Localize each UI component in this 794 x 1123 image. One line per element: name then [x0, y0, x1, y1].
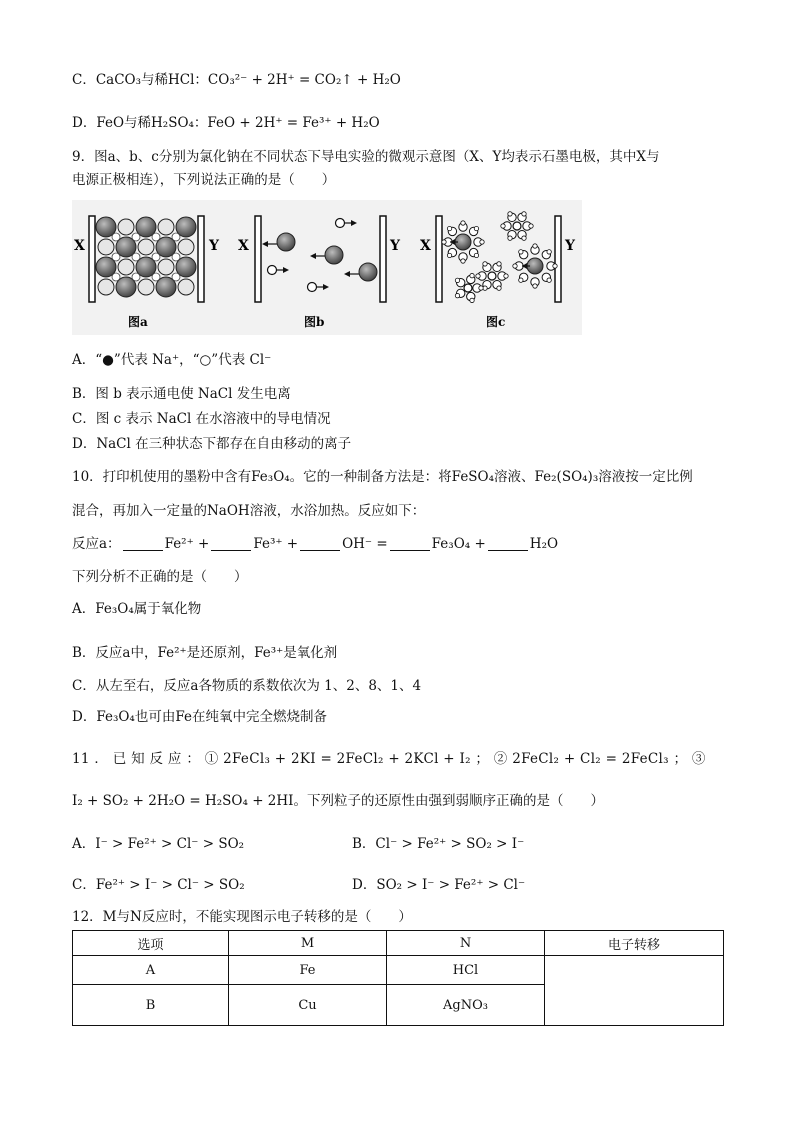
ion-core: [488, 272, 496, 280]
fig-c-x-label: X: [420, 238, 431, 254]
water-h-atom: [455, 278, 459, 282]
water-h-atom: [483, 262, 487, 266]
hydrated-big-ion: [442, 221, 484, 263]
water-h-atom: [476, 274, 480, 278]
lattice-small-ion: [138, 279, 154, 295]
q11-option-b: B．Cl⁻ > Fe²⁺ > SO₂ > I⁻: [352, 836, 525, 852]
q10-option-b: B．反应a中，Fe²⁺是还原剂，Fe³⁺是氧化剂: [72, 645, 338, 661]
lattice-small-ion: [158, 259, 174, 275]
fig-a-y-label: Y: [209, 238, 219, 254]
q9-option-a: A．“●”代表 Na⁺，“○”代表 Cl⁻: [72, 352, 272, 368]
fig-c-electrode-y: [555, 216, 561, 302]
cell-n: HCl: [387, 956, 545, 985]
water-h-atom: [547, 278, 551, 282]
q11-option-d: D．SO₂ > I⁻ > Fe²⁺ > Cl⁻: [352, 877, 526, 893]
coef-blank-3[interactable]: [300, 536, 340, 551]
q11-stem-line2: I₂ + SO₂ + 2H₂O = H₂SO₄ + 2HI。下列粒子的还原性由强到弱顺序正确的是（ ）: [72, 793, 604, 809]
lattice-small-ion: [118, 259, 134, 275]
fig-b-y-label: Y: [390, 238, 400, 254]
reaction-term-2: Fe³⁺ +: [253, 536, 299, 552]
lattice-gap-ion: [132, 273, 140, 281]
q9-option-d: D．NaCl 在三种状态下都存在自由移动的离子: [72, 436, 352, 452]
water-h-atom: [533, 284, 537, 288]
reaction-term-3: OH⁻ =: [342, 536, 388, 552]
lattice-gap-ion: [112, 233, 120, 241]
water-h-atom: [519, 250, 523, 254]
q11-option-a: A．I⁻ > Fe²⁺ > Cl⁻ > SO₂: [72, 836, 245, 852]
cell-electron-transfer: [545, 956, 724, 1026]
lattice-gap-ion: [172, 253, 180, 261]
cell-option: A: [73, 956, 229, 985]
q10-stem-line1: 10．打印机使用的墨粉中含有Fe₃O₄。它的一种制备方法是：将FeSO₄溶液、Fe₂(SO₄)₃溶液按一定比例: [72, 469, 693, 485]
q8-option-d: D．FeO与稀H₂SO₄：FeO + 2H⁺ = Fe³⁺ + H₂O: [72, 115, 380, 131]
water-h-atom: [497, 262, 501, 266]
header-electron-transfer: 电子转移: [545, 931, 724, 956]
q10-question: 下列分析不正确的是（ ）: [72, 569, 248, 585]
header-n: N: [387, 931, 545, 956]
water-h-atom: [447, 253, 451, 257]
fig-c-y-label: Y: [565, 238, 575, 254]
q11-option-c: C．Fe²⁺ > I⁻ > Cl⁻ > SO₂: [72, 877, 245, 893]
q9-option-c: C．图 c 表示 NaCl 在水溶液中的导电情况: [72, 411, 331, 427]
water-h-atom: [474, 253, 478, 257]
reaction-term-1: Fe²⁺ +: [164, 536, 210, 552]
lattice-small-ion: [138, 239, 154, 255]
fig-a-caption: 图a: [128, 315, 148, 329]
lattice-small-ion: [178, 239, 194, 255]
water-h-atom: [497, 286, 501, 290]
fig-a-electrode-y: [198, 216, 204, 302]
water-h-atom: [474, 226, 478, 230]
fig-c-electrode-x: [436, 216, 442, 302]
water-h-atom: [447, 226, 451, 230]
water-h-atom: [508, 236, 512, 240]
water-h-atom: [547, 250, 551, 254]
water-h-atom: [479, 286, 483, 290]
coef-blank-4[interactable]: [390, 536, 430, 551]
lattice-gap-ion: [172, 233, 180, 241]
q9-stem-line2: 电源正极相连），下列说法正确的是（ ）: [72, 172, 336, 188]
q9-option-b: B．图 b 表示通电使 NaCl 发生电离: [72, 386, 291, 402]
fig-b-electrode-x: [255, 216, 261, 302]
q9-figure: [72, 200, 582, 335]
coef-blank-2[interactable]: [211, 536, 251, 551]
lattice-small-ion: [158, 219, 174, 235]
q9-stem-line1: 9．图a、b、c分别为氯化钠在不同状态下导电实验的微观示意图（X、Y均表示石墨电极，其中X与: [72, 149, 660, 165]
q10-reaction: [72, 534, 558, 554]
q12-table: [72, 930, 724, 1026]
lattice-gap-ion: [152, 273, 160, 281]
q8-option-c: C．CaCO₃与稀HCl：CO₃²⁻ + 2H⁺ = CO₂↑ + H₂O: [72, 72, 401, 88]
fig-a-electrode-x: [89, 216, 95, 302]
fig-a-x-label: X: [74, 238, 85, 254]
water-h-atom: [504, 274, 508, 278]
lattice-gap-ion: [152, 253, 160, 261]
water-h-atom: [470, 273, 474, 277]
water-h-atom: [529, 224, 533, 228]
water-h-atom: [508, 212, 512, 216]
lattice-small-ion: [118, 219, 134, 235]
fig-b-electrode-y: [380, 216, 386, 302]
lattice-gap-ion: [132, 253, 140, 261]
lattice-small-ion: [178, 279, 194, 295]
coef-blank-1[interactable]: [123, 536, 163, 551]
water-h-atom: [522, 236, 526, 240]
water-h-atom: [470, 298, 474, 302]
water-h-atom: [455, 293, 459, 297]
lattice-small-ion: [98, 279, 114, 295]
q12-stem: 12．M与N反应时，不能实现图示电子转移的是（ ）: [72, 909, 412, 925]
reaction-term-4: Fe₃O₄ +: [431, 536, 486, 552]
coef-blank-5[interactable]: [488, 536, 528, 551]
cell-m: Cu: [229, 985, 387, 1026]
water-h-atom: [553, 264, 557, 268]
lattice-gap-ion: [152, 233, 160, 241]
q11-stem-line1: 11 ． 已 知 反 应 ： ① 2FeCl₃ + 2KI = 2FeCl₂ + 2KCl + I₂ ； ② 2FeCl₂ + Cl₂ = 2FeCl₃ ； ③: [72, 751, 706, 767]
water-h-atom: [501, 224, 505, 228]
lattice-gap-ion: [172, 273, 180, 281]
fig-c-caption: 图c: [486, 315, 506, 329]
hydrated-big-ion: [513, 244, 557, 288]
lattice-gap-ion: [112, 273, 120, 281]
q10-option-c: C．从左至右，反应a各物质的系数依次为 1、2、8、1、4: [72, 678, 422, 694]
water-h-atom: [519, 278, 523, 282]
q10-option-d: D．Fe₃O₄也可由Fe在纯氧中完全燃烧制备: [72, 709, 327, 725]
cell-m: Fe: [229, 956, 387, 985]
fig-b-caption: 图b: [304, 315, 325, 329]
water-h-atom: [533, 244, 537, 248]
header-m: M: [229, 931, 387, 956]
water-h-atom: [522, 212, 526, 216]
water-h-atom: [461, 221, 465, 225]
lattice-small-ion: [98, 239, 114, 255]
ion-core: [513, 222, 521, 230]
q10-stem-line2: 混合，再加入一定量的NaOH溶液，水浴加热。反应如下：: [72, 503, 426, 519]
water-h-atom: [480, 240, 484, 244]
cell-option: B: [73, 985, 229, 1026]
fig-b-x-label: X: [238, 238, 249, 254]
reaction-prefix: 反应a：: [72, 536, 121, 552]
water-h-atom: [442, 240, 446, 244]
lattice-gap-ion: [132, 233, 140, 241]
water-h-atom: [513, 264, 517, 268]
q9-figure-svg: [72, 200, 582, 335]
reaction-term-5: H₂O: [529, 536, 559, 552]
table-row: [73, 956, 724, 985]
table-header-row: [73, 931, 724, 956]
lattice-gap-ion: [112, 253, 120, 261]
header-option: 选项: [73, 931, 229, 956]
q10-option-a: A．Fe₃O₄属于氧化物: [72, 601, 202, 617]
cell-n: AgNO₃: [387, 985, 545, 1026]
water-h-atom: [461, 259, 465, 263]
ion-core: [464, 284, 472, 292]
